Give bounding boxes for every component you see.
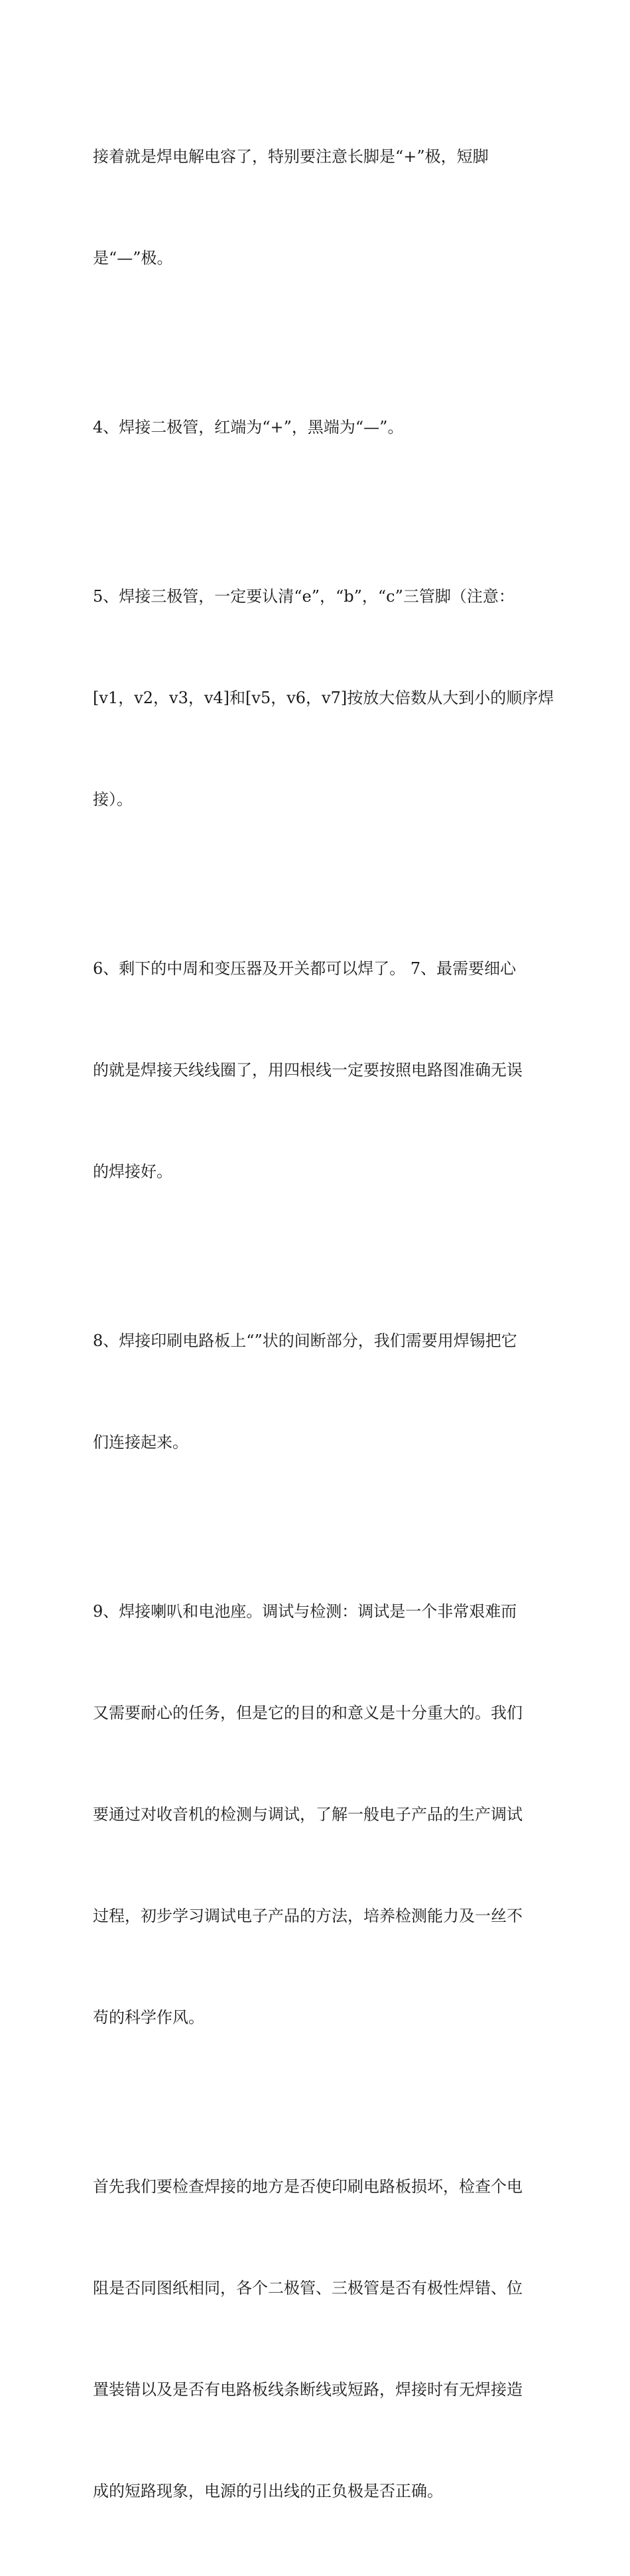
text-line: 接着就是焊电解电容了，特别要注意长脚是“+”极，短脚: [93, 147, 489, 166]
text-line: 苟的科学作风。: [93, 2008, 204, 2027]
text-line: 成的短路现象，电源的引出线的正负极是否正确。: [93, 2482, 443, 2500]
paragraph-electrolytic-capacitor: [93, 72, 544, 343]
text-line: 过程，初步学习调试电子产品的方法，培养检测能力及一丝不: [93, 1907, 523, 1925]
paragraph-step-4: [93, 343, 544, 512]
text-line: 接）。: [93, 790, 133, 809]
text-line: 4、焊接二极管，红端为“+”，黑端为“—”。: [93, 418, 404, 437]
text-line: 又需要耐心的任务，但是它的目的和意义是十分重大的。我们: [93, 1704, 523, 1722]
text-line: 9、焊接喇叭和电池座。调试与检测：调试是一个非常艰难而: [93, 1602, 517, 1621]
text-line: 要通过对收音机的检测与调试，了解一般电子产品的生产调试: [93, 1805, 523, 1824]
text-line: 的就是焊接天线线圈了，用四根线一定要按照电路图准确无误: [93, 1061, 523, 1079]
text-line: 首先我们要检查焊接的地方是否使印刷电路板损坏，检查个电: [93, 2177, 523, 2196]
text-line: 们连接起来。: [93, 1433, 188, 1452]
text-line: 的焊接好。: [93, 1162, 172, 1181]
paragraph-step-9-debugging: [93, 1527, 544, 2102]
text-line: 阻是否同图纸相同，各个二极管、三极管是否有极性焊错、位: [93, 2279, 523, 2297]
text-line: 8、焊接印刷电路板上“”状的间断部分，我们需要用焊锡把它: [93, 1331, 517, 1350]
text-line: [v1，v2，v3，v4]和[v5，v6，v7]按放大倍数从大到小的顺序焊: [93, 689, 554, 707]
paragraph-step-6-7: [93, 884, 544, 1256]
text-line: 6、剩下的中周和变压器及开关都可以焊了。 7、最需要细心: [93, 959, 517, 978]
text-line: 5、焊接三极管，一定要认清“e”，“b”，“c”三管脚（注意：: [93, 587, 515, 606]
paragraph-step-8: [93, 1256, 544, 1527]
paragraph-step-5: [93, 512, 554, 884]
text-line: 置装错以及是否有电路板线条断线或短路，焊接时有无焊接造: [93, 2380, 523, 2399]
body-text: [93, 72, 554, 2576]
text-line: 是“—”极。: [93, 249, 173, 267]
paragraph-inspection: [93, 2102, 544, 2576]
